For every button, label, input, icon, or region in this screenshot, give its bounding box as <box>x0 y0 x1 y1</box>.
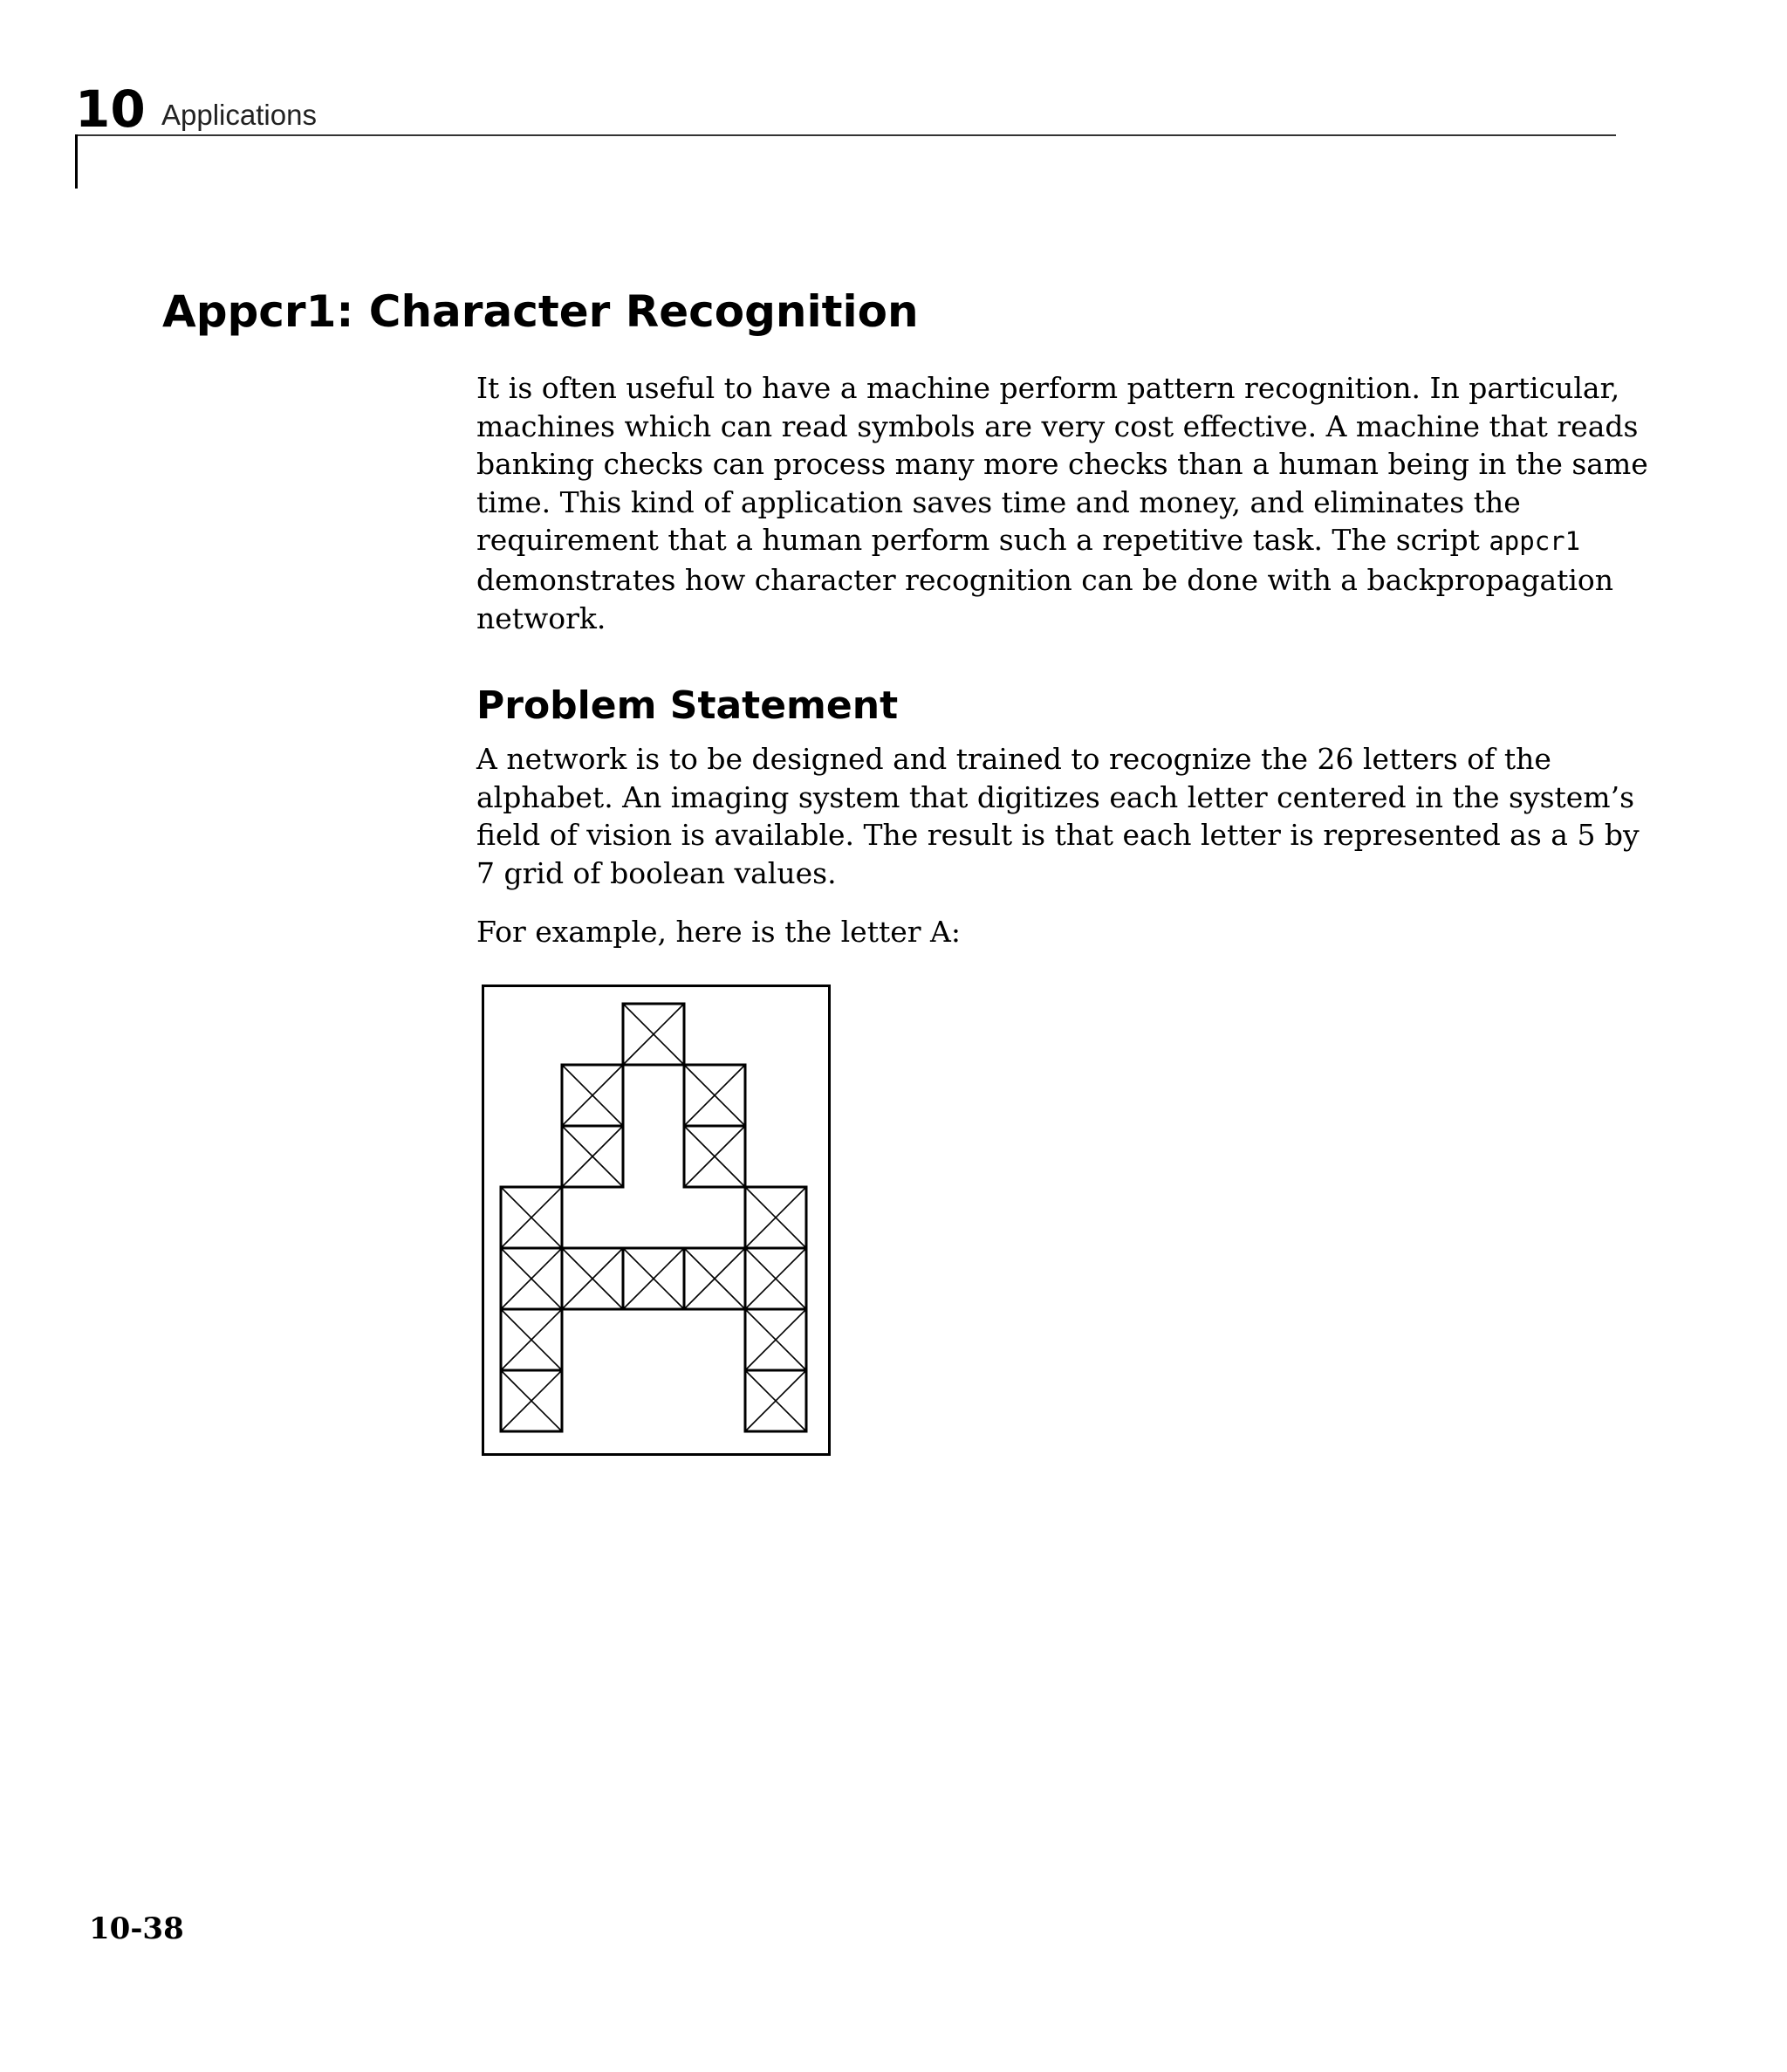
chapter-number: 10 <box>75 79 146 139</box>
grid-cell-on <box>684 1065 745 1126</box>
intro-line: network. <box>476 600 606 635</box>
letter-a-grid-figure <box>482 985 831 1456</box>
subsection-title: Problem Statement <box>476 683 899 728</box>
grid-cell-on <box>623 1248 684 1309</box>
problem-line: 7 grid of boolean values. <box>476 855 837 890</box>
grid-cell-on <box>501 1309 562 1370</box>
problem-line: A network is to be designed and trained to recognize the 26 letters of the <box>476 742 1551 776</box>
intro-line: requirement that a human perform such a repetitive task. The script appcr1 <box>476 523 1581 558</box>
intro-line: It is often useful to have a machine perform pattern recognition. In particular, <box>476 371 1620 405</box>
grid-cell-on <box>745 1187 806 1248</box>
header-rule <box>75 134 1616 136</box>
intro-paragraph <box>476 369 1648 637</box>
section-title: Appcr1: Character Recognition <box>162 286 919 337</box>
script-name-code: appcr1 <box>1489 526 1581 557</box>
problem-line: alphabet. An imaging system that digitizes each letter centered in the system’s <box>476 779 1635 814</box>
example-sentence: For example, here is the letter A: <box>476 915 961 949</box>
problem-line: field of vision is available. The result is that each letter is represented as a 5 by <box>476 818 1640 853</box>
intro-line: machines which can read symbols are very cost effective. A machine that reads <box>476 408 1639 443</box>
grid-cell-on <box>501 1248 562 1309</box>
grid-cell-on <box>562 1126 623 1187</box>
intro-line: demonstrates how character recognition can be done with a backpropagation <box>476 562 1614 597</box>
grid-cell-on <box>745 1248 806 1309</box>
grid-cell-on <box>745 1370 806 1431</box>
grid-cells <box>501 1004 806 1431</box>
grid-cell-on <box>684 1126 745 1187</box>
grid-cell-on <box>745 1309 806 1370</box>
grid-cell-on <box>562 1065 623 1126</box>
intro-line: time. This kind of application saves time and money, and eliminates the <box>476 484 1521 519</box>
grid-cell-on <box>501 1187 562 1248</box>
grid-cell-on <box>501 1370 562 1431</box>
page-number: 10-38 <box>89 1911 184 1946</box>
chapter-title: Applications <box>161 99 317 131</box>
intro-line: banking checks can process many more checks than a human being in the same <box>476 447 1648 482</box>
problem-paragraph <box>476 740 1640 892</box>
header-margin-tick <box>75 134 78 189</box>
grid-cell-on <box>623 1004 684 1065</box>
grid-cell-on <box>684 1248 745 1309</box>
grid-cell-on <box>562 1248 623 1309</box>
